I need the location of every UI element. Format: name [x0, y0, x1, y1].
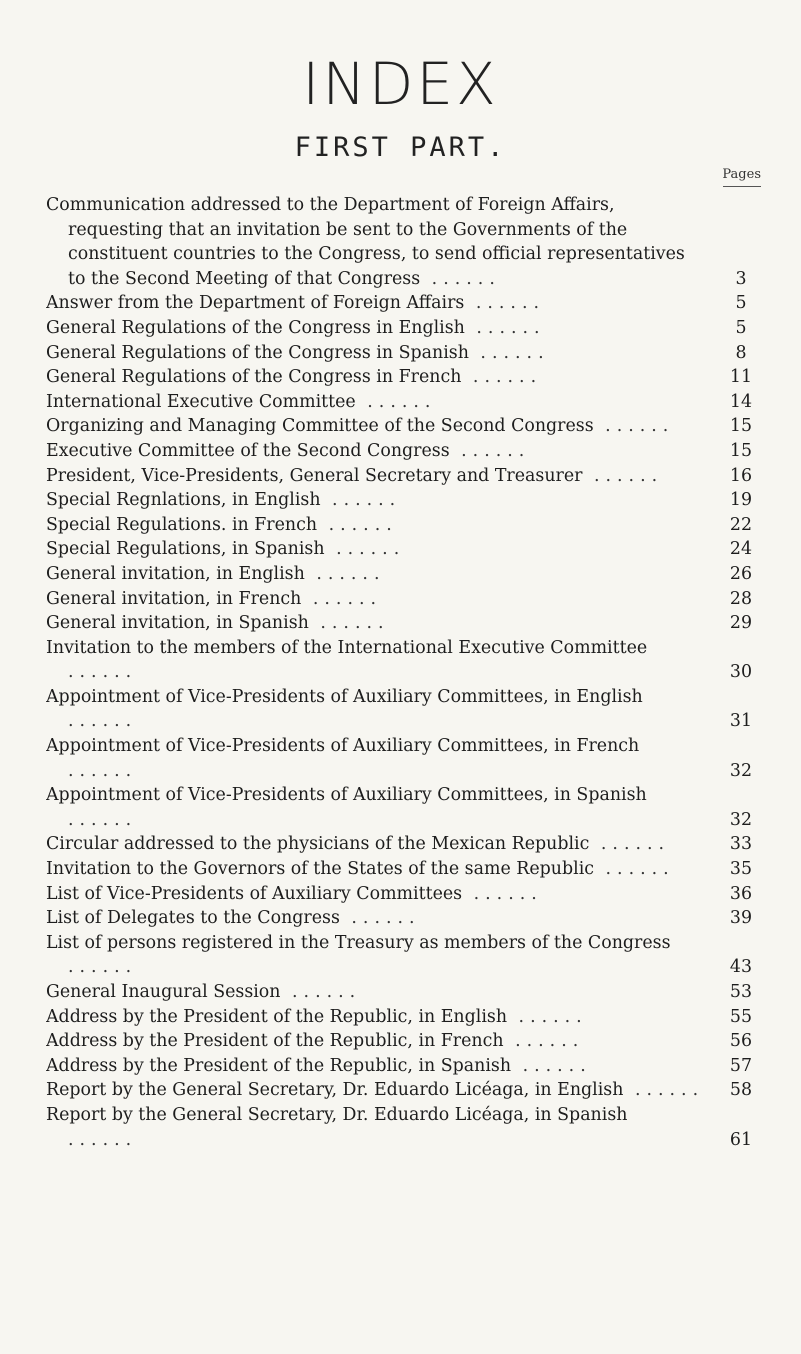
toc-entry	[46, 1054, 761, 1079]
dot-leader: ......	[464, 317, 546, 338]
toc-entry-text-wrap	[46, 193, 761, 291]
dot-leader: ......	[68, 711, 138, 732]
toc-entry	[46, 193, 761, 291]
toc-entry-title: Circular addressed to the physicians of the Mexican Republic	[46, 834, 590, 855]
toc-entry-page: 5	[735, 317, 747, 338]
dot-leader: ......	[503, 1031, 585, 1052]
toc-entry	[46, 488, 761, 513]
dot-leader: ......	[507, 1006, 588, 1027]
toc-entry-text-wrap	[46, 906, 761, 931]
toc-entry-page: 26	[729, 563, 753, 584]
toc-entry	[46, 685, 761, 734]
toc-entry-page: 55	[729, 1006, 753, 1027]
toc-entry	[46, 1005, 761, 1030]
dot-leader: ......	[68, 1129, 138, 1150]
toc-entry-title: Special Regulations. in French	[46, 514, 318, 535]
toc-entry-page: 56	[729, 1031, 753, 1052]
toc-entry-page: 30	[729, 662, 753, 683]
dot-leader: ......	[582, 465, 664, 486]
toc-entry-text-wrap	[46, 488, 761, 513]
toc-entry-text-wrap	[46, 685, 761, 734]
dot-leader: ......	[355, 391, 437, 412]
toc-entry	[46, 1078, 761, 1103]
toc-entry-page: 39	[729, 908, 753, 929]
part-heading: FIRST PART.	[294, 132, 507, 163]
toc-entry	[46, 439, 761, 464]
toc-entry-title: Address by the President of the Republic, in English	[46, 1006, 508, 1027]
toc-entry-title: General Regulations of the Congress in Spanish	[46, 342, 469, 363]
toc-entry	[46, 341, 761, 366]
dot-leader: ......	[308, 613, 390, 634]
toc-entry-text-wrap	[46, 1029, 761, 1054]
dot-leader: ......	[449, 440, 531, 461]
toc-entry-title: Executive Committee of the Second Congress	[46, 440, 450, 461]
dot-leader: ......	[594, 859, 675, 880]
pages-rule-divider	[723, 186, 761, 187]
dot-leader: ......	[462, 883, 543, 904]
toc-entry-page: 33	[729, 834, 753, 855]
dot-leader: ......	[68, 957, 138, 978]
toc-entry	[46, 832, 761, 857]
toc-entry-page: 14	[729, 391, 753, 412]
dot-leader: ......	[339, 908, 421, 929]
toc-entry	[46, 365, 761, 390]
toc-entry	[46, 316, 761, 341]
toc-entry-text-wrap	[46, 316, 761, 341]
toc-entry-title: Report by the General Secretary, Dr. Eduardo Licéaga, in Spanish	[46, 1104, 628, 1125]
toc-entry-text-wrap	[46, 832, 761, 857]
toc-entry-text-wrap	[46, 857, 761, 882]
toc-entry-text-wrap	[46, 1103, 761, 1152]
toc-entry-page: 32	[729, 809, 753, 830]
toc-entry-text-wrap	[46, 291, 761, 316]
toc-entry	[46, 390, 761, 415]
toc-entry-page: 43	[729, 957, 753, 978]
toc-entry-title: Invitation to the members of the International Executive Committee	[46, 637, 648, 658]
table-of-contents	[46, 193, 761, 1152]
toc-entry-page: 16	[729, 465, 753, 486]
dot-leader: ......	[461, 367, 543, 388]
toc-entry	[46, 611, 761, 636]
toc-entry-text-wrap	[46, 341, 761, 366]
dot-leader: ......	[511, 1055, 592, 1076]
toc-entry	[46, 906, 761, 931]
toc-entry-title: General invitation, in English	[46, 563, 305, 584]
toc-entry-title: President, Vice-Presidents, General Secretary and Treasurer	[46, 465, 583, 486]
toc-entry-title: List of Delegates to the Congress	[46, 908, 340, 929]
dot-leader: ......	[593, 416, 675, 437]
toc-entry	[46, 414, 761, 439]
toc-entry-page: 35	[729, 859, 753, 880]
toc-entry-title: General Regulations of the Congress in English	[46, 317, 465, 338]
toc-entry-text-wrap	[46, 537, 761, 562]
toc-entry-text-wrap	[46, 1005, 761, 1030]
toc-entry	[46, 562, 761, 587]
toc-entry	[46, 783, 761, 832]
dot-leader: ......	[301, 588, 383, 609]
toc-entry-page: 15	[729, 416, 753, 437]
toc-entry-title: General Inaugural Session	[46, 982, 281, 1002]
toc-entry-page: 31	[729, 711, 753, 732]
toc-entry-text-wrap	[46, 636, 761, 685]
toc-entry	[46, 857, 761, 882]
toc-entry-text-wrap	[46, 1078, 761, 1103]
dot-leader: ......	[324, 539, 406, 560]
toc-entry-text-wrap	[46, 734, 761, 783]
toc-entry-title: Answer from the Department of Foreign Affairs	[46, 293, 465, 314]
toc-entry	[46, 1103, 761, 1152]
toc-entry-title: General Regulations of the Congress in French	[46, 367, 462, 388]
toc-entry-text-wrap	[46, 611, 761, 636]
dot-leader: ......	[623, 1080, 705, 1101]
pages-column-label: Pages	[722, 167, 761, 182]
dot-leader: ......	[468, 342, 550, 363]
toc-entry	[46, 587, 761, 612]
toc-entry	[46, 464, 761, 489]
dot-leader: ......	[464, 293, 546, 314]
toc-entry-title: Organizing and Managing Committee of the Second Congress	[46, 416, 594, 437]
dot-leader: ......	[280, 982, 362, 1002]
dot-leader: ......	[304, 563, 386, 584]
toc-entry-page: 5	[735, 293, 747, 314]
toc-entry	[46, 980, 761, 1005]
dot-leader: ......	[317, 514, 398, 535]
toc-entry-text-wrap	[46, 365, 761, 390]
toc-entry-text-wrap	[46, 783, 761, 832]
toc-entry-text-wrap	[46, 464, 761, 489]
toc-entry	[46, 636, 761, 685]
toc-entry-page: 29	[729, 613, 753, 634]
toc-entry	[46, 1029, 761, 1054]
toc-entry	[46, 734, 761, 783]
toc-entry-page: 22	[729, 514, 753, 535]
toc-entry-text-wrap	[46, 414, 761, 439]
toc-entry-title: Appointment of Vice-Presidents of Auxiliary Committees, in French	[46, 736, 640, 757]
toc-entry-title: Appointment of Vice-Presidents of Auxiliary Committees, in Spanish	[46, 785, 647, 806]
toc-entry-text-wrap	[46, 562, 761, 587]
toc-entry-title: Appointment of Vice-Presidents of Auxiliary Committees, in English	[46, 686, 643, 707]
toc-entry-title: Special Regulations, in Spanish	[46, 539, 325, 560]
toc-entry-page: 58	[729, 1080, 753, 1101]
toc-entry-page: 36	[729, 883, 753, 904]
toc-entry-title: General invitation, in Spanish	[46, 613, 309, 634]
toc-entry-title: General invitation, in French	[46, 588, 302, 609]
toc-entry-page: 19	[729, 490, 753, 511]
toc-entry-text-wrap	[46, 390, 761, 415]
toc-entry-title: List of persons registered in the Treasury as members of the Congress	[46, 932, 671, 953]
toc-entry-text-wrap	[46, 882, 761, 907]
toc-entry	[46, 513, 761, 538]
toc-entry-text-wrap	[46, 513, 761, 538]
toc-entry-text-wrap	[46, 587, 761, 612]
toc-entry-title: Address by the President of the Republic, in Spanish	[46, 1055, 512, 1076]
toc-entry-page: 61	[729, 1129, 753, 1150]
toc-entry-page: 28	[729, 588, 753, 609]
toc-entry-title: Address by the President of the Republic, in French	[46, 1031, 504, 1052]
toc-entry	[46, 882, 761, 907]
toc-entry-text-wrap	[46, 439, 761, 464]
toc-entry-page: 53	[729, 982, 753, 1002]
dot-leader: ......	[68, 662, 138, 683]
toc-entry-title: Report by the General Secretary, Dr. Eduardo Licéaga, in English	[46, 1080, 624, 1101]
toc-entry	[46, 931, 761, 980]
dot-leader: ......	[589, 834, 671, 855]
toc-entry	[46, 291, 761, 316]
toc-entry-text-wrap	[46, 980, 761, 1005]
toc-entry-title: Communication addressed to the Department of Foreign Affairs, requesting that an invitation be sent to the Governments of the constituent countries to the Congress, to send official representatives to the Second Meeting of that Congress	[46, 195, 685, 289]
toc-entry-page: 57	[729, 1055, 753, 1076]
toc-entry-title: List of Vice-Presidents of Auxiliary Committees	[46, 883, 463, 904]
toc-entry-text-wrap	[46, 931, 761, 980]
index-title: INDEX	[302, 50, 499, 118]
dot-leader: ......	[68, 760, 138, 781]
dot-leader: ......	[420, 268, 501, 289]
toc-entry-page: 15	[729, 440, 753, 461]
toc-entry-page: 32	[729, 760, 753, 781]
toc-entry-page: 8	[735, 342, 747, 363]
dot-leader: ......	[68, 809, 138, 830]
toc-entry-page: 24	[729, 539, 753, 560]
toc-entry-title: Special Regnlations, in English	[46, 490, 321, 511]
dot-leader: ......	[320, 490, 402, 511]
toc-entry	[46, 537, 761, 562]
toc-entry-page: 11	[729, 367, 753, 388]
toc-entry-title: Invitation to the Governors of the States of the same Republic	[46, 859, 594, 880]
toc-entry-text-wrap	[46, 1054, 761, 1079]
toc-entry-page: 3	[735, 268, 747, 289]
toc-entry-title: International Executive Committee	[46, 391, 356, 412]
